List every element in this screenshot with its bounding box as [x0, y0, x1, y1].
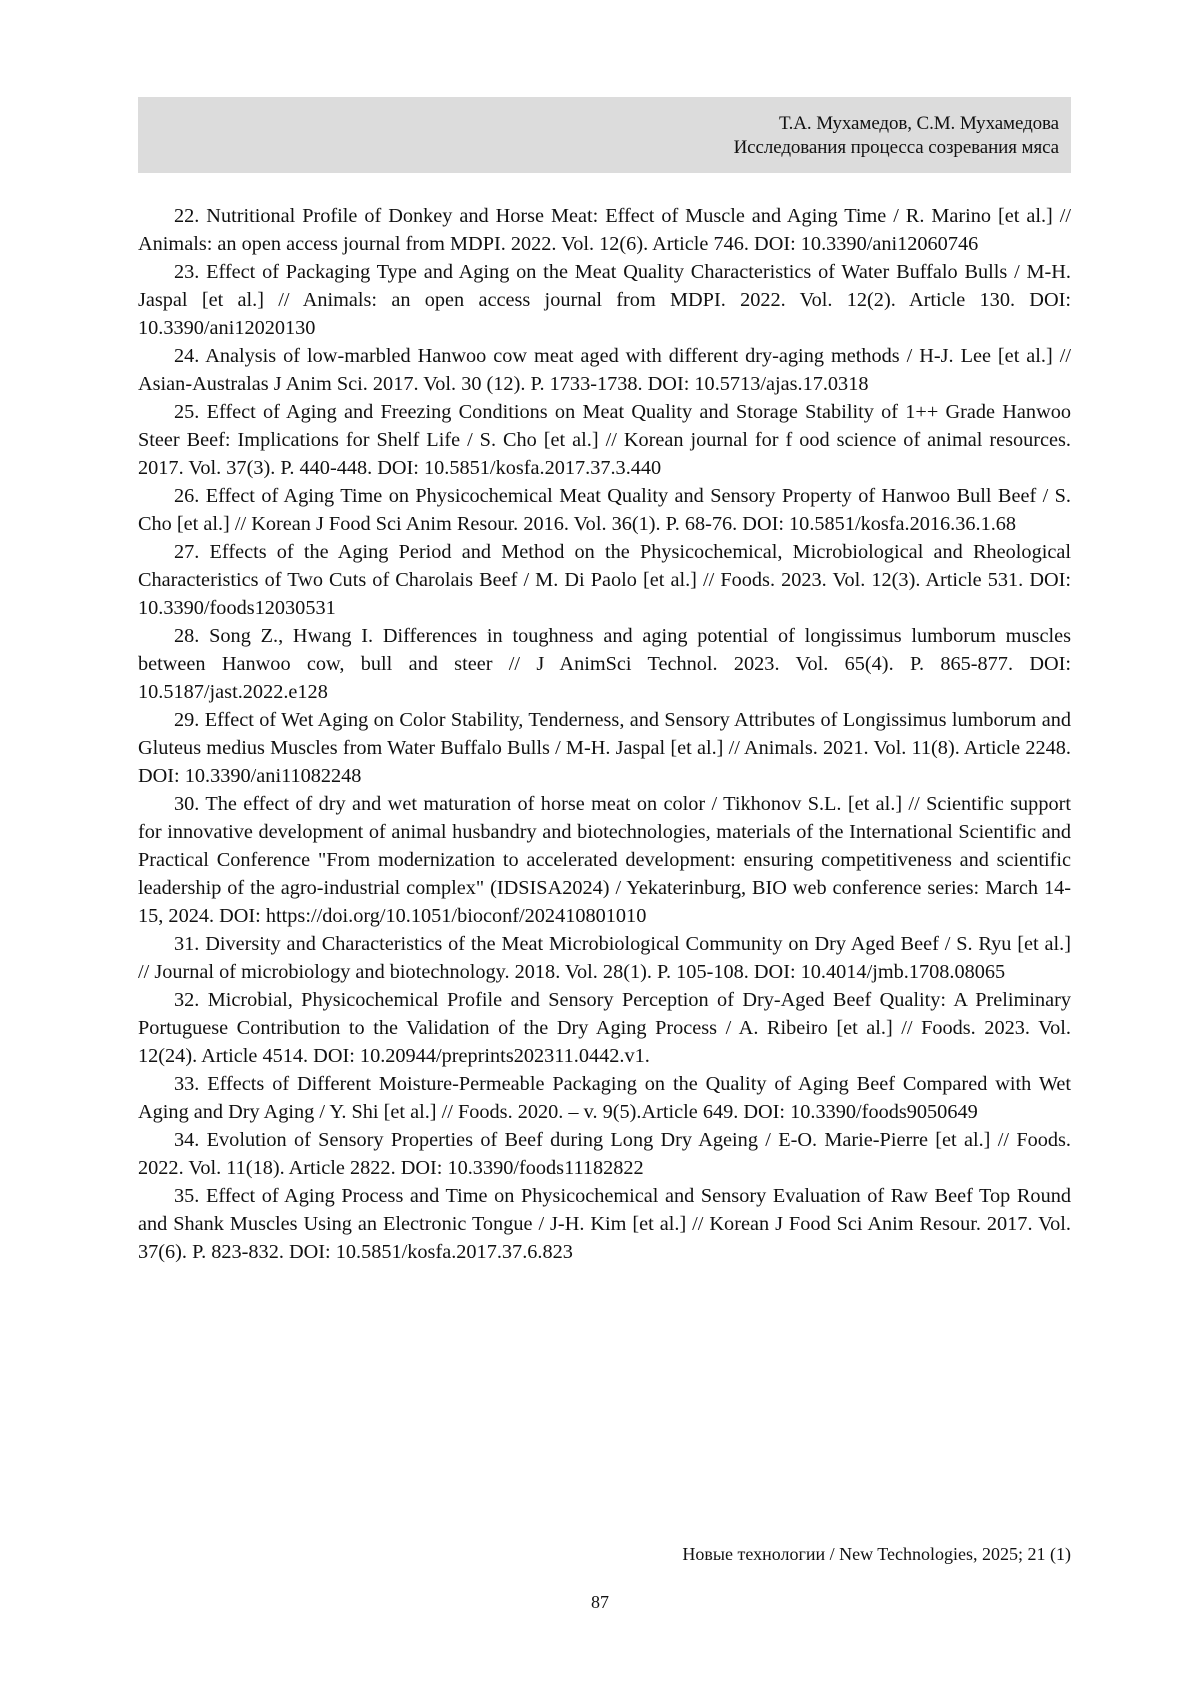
reference-list	[138, 202, 1071, 1266]
reference-item: 33. Effects of Different Moisture-Permeable Packaging on the Quality of Aging Beef Compared with Wet Aging and Dry Aging / Y. Shi [et al.] // Foods. 2020. – v. 9(5).Article 649. DOI: 10.3390/foods9050649	[138, 1073, 1071, 1123]
reference-item: 25. Effect of Aging and Freezing Conditions on Meat Quality and Storage Stability of 1++ Grade Hanwoo Steer Beef: Implications for Shelf Life / S. Cho [et al.] // Korean journal for f ood science of animal resources. 2017. Vol. 37(3). P. 440-448. DOI: 10.5851/kosfa.2017.37.3.440	[138, 401, 1071, 479]
reference-item: 29. Effect of Wet Aging on Color Stability, Tenderness, and Sensory Attributes of Longissimus lumborum and Gluteus medius Muscles from Water Buffalo Bulls / M-H. Jaspal [et al.] // Animals. 2021. Vol. 11(8). Article 2248. DOI: 10.3390/ani11082248	[138, 709, 1071, 787]
header-authors: Т.А. Мухамедов, С.М. Мухамедова	[779, 113, 1059, 134]
reference-item: 34. Evolution of Sensory Properties of Beef during Long Dry Ageing / E-O. Marie-Pierre [et al.] // Foods. 2022. Vol. 11(18). Article 2822. DOI: 10.3390/foods11182822	[138, 1129, 1071, 1179]
reference-item: 35. Effect of Aging Process and Time on Physicochemical and Sensory Evaluation of Raw Beef Top Round and Shank Muscles Using an Electronic Tongue / J-H. Kim [et al.] // Korean J Food Sci Anim Resour. 2017. Vol. 37(6). P. 823-832. DOI: 10.5851/kosfa.2017.37.6.823	[138, 1185, 1071, 1263]
reference-item: 22. Nutritional Profile of Donkey and Horse Meat: Effect of Muscle and Aging Time / R. Marino [et al.] // Animals: an open access journal from MDPI. 2022. Vol. 12(6). Article 746. DOI: 10.3390/ani12060746	[138, 205, 1071, 255]
reference-item: 28. Song Z., Hwang I. Differences in toughness and aging potential of longissimus lumborum muscles between Hanwoo cow, bull and steer // J AnimSci Technol. 2023. Vol. 65(4). P. 865-877. DOI: 10.5187/jast.2022.e128	[138, 625, 1071, 703]
reference-item: 24. Analysis of low-marbled Hanwoo cow meat aged with different dry-aging methods / H-J. Lee [et al.] // Asian-Australas J Anim Sci. 2017. Vol. 30 (12). P. 1733-1738. DOI: 10.5713/ajas.17.0318	[138, 345, 1071, 395]
reference-item: 31. Diversity and Characteristics of the Meat Microbiological Community on Dry Aged Beef / S. Ryu [et al.] // Journal of microbiology and biotechnology. 2018. Vol. 28(1). P. 105-108. DOI: 10.4014/jmb.1708.08065	[138, 933, 1071, 983]
reference-item: 26. Effect of Aging Time on Physicochemical Meat Quality and Sensory Property of Hanwoo Bull Beef / S. Cho [et al.] // Korean J Food Sci Anim Resour. 2016. Vol. 36(1). P. 68-76. DOI: 10.5851/kosfa.2016.36.1.68	[138, 485, 1071, 535]
header-article-title: Исследования процесса созревания мяса	[733, 137, 1059, 158]
footer-journal-citation: Новые технологии / New Technologies, 2025; 21 (1)	[682, 1544, 1071, 1564]
running-header	[138, 97, 1071, 173]
reference-item: 30. The effect of dry and wet maturation of horse meat on color / Tikhonov S.L. [et al.] // Scientific support for innovative development of animal husbandry and biotechnologies, materials of the International Scientific and Practical Conference "From modernization to accelerated development: ensuring competitiveness and scientific leadership of the agro-industrial complex" (IDSISA2024) / Yekaterinburg, BIO web conference series: March 14-15, 2024. DOI: https://doi.org/10.1051/bioconf/202410801010	[138, 793, 1071, 927]
page-number: 87	[591, 1592, 609, 1612]
reference-item: 32. Microbial, Physicochemical Profile and Sensory Perception of Dry-Aged Beef Quality: A Preliminary Portuguese Contribution to the Validation of the Dry Aging Process / A. Ribeiro [et al.] // Foods. 2023. Vol. 12(24). Article 4514. DOI: 10.20944/preprints202311.0442.v1.	[138, 989, 1071, 1067]
reference-item: 27. Effects of the Aging Period and Method on the Physicochemical, Microbiological and Rheological Characteristics of Two Cuts of Charolais Beef / M. Di Paolo [et al.] // Foods. 2023. Vol. 12(3). Article 531. DOI: 10.3390/foods12030531	[138, 541, 1071, 619]
reference-item: 23. Effect of Packaging Type and Aging on the Meat Quality Characteristics of Water Buffalo Bulls / M-H. Jaspal [et al.] // Animals: an open access journal from MDPI. 2022. Vol. 12(2). Article 130. DOI: 10.3390/ani12020130	[138, 261, 1071, 339]
